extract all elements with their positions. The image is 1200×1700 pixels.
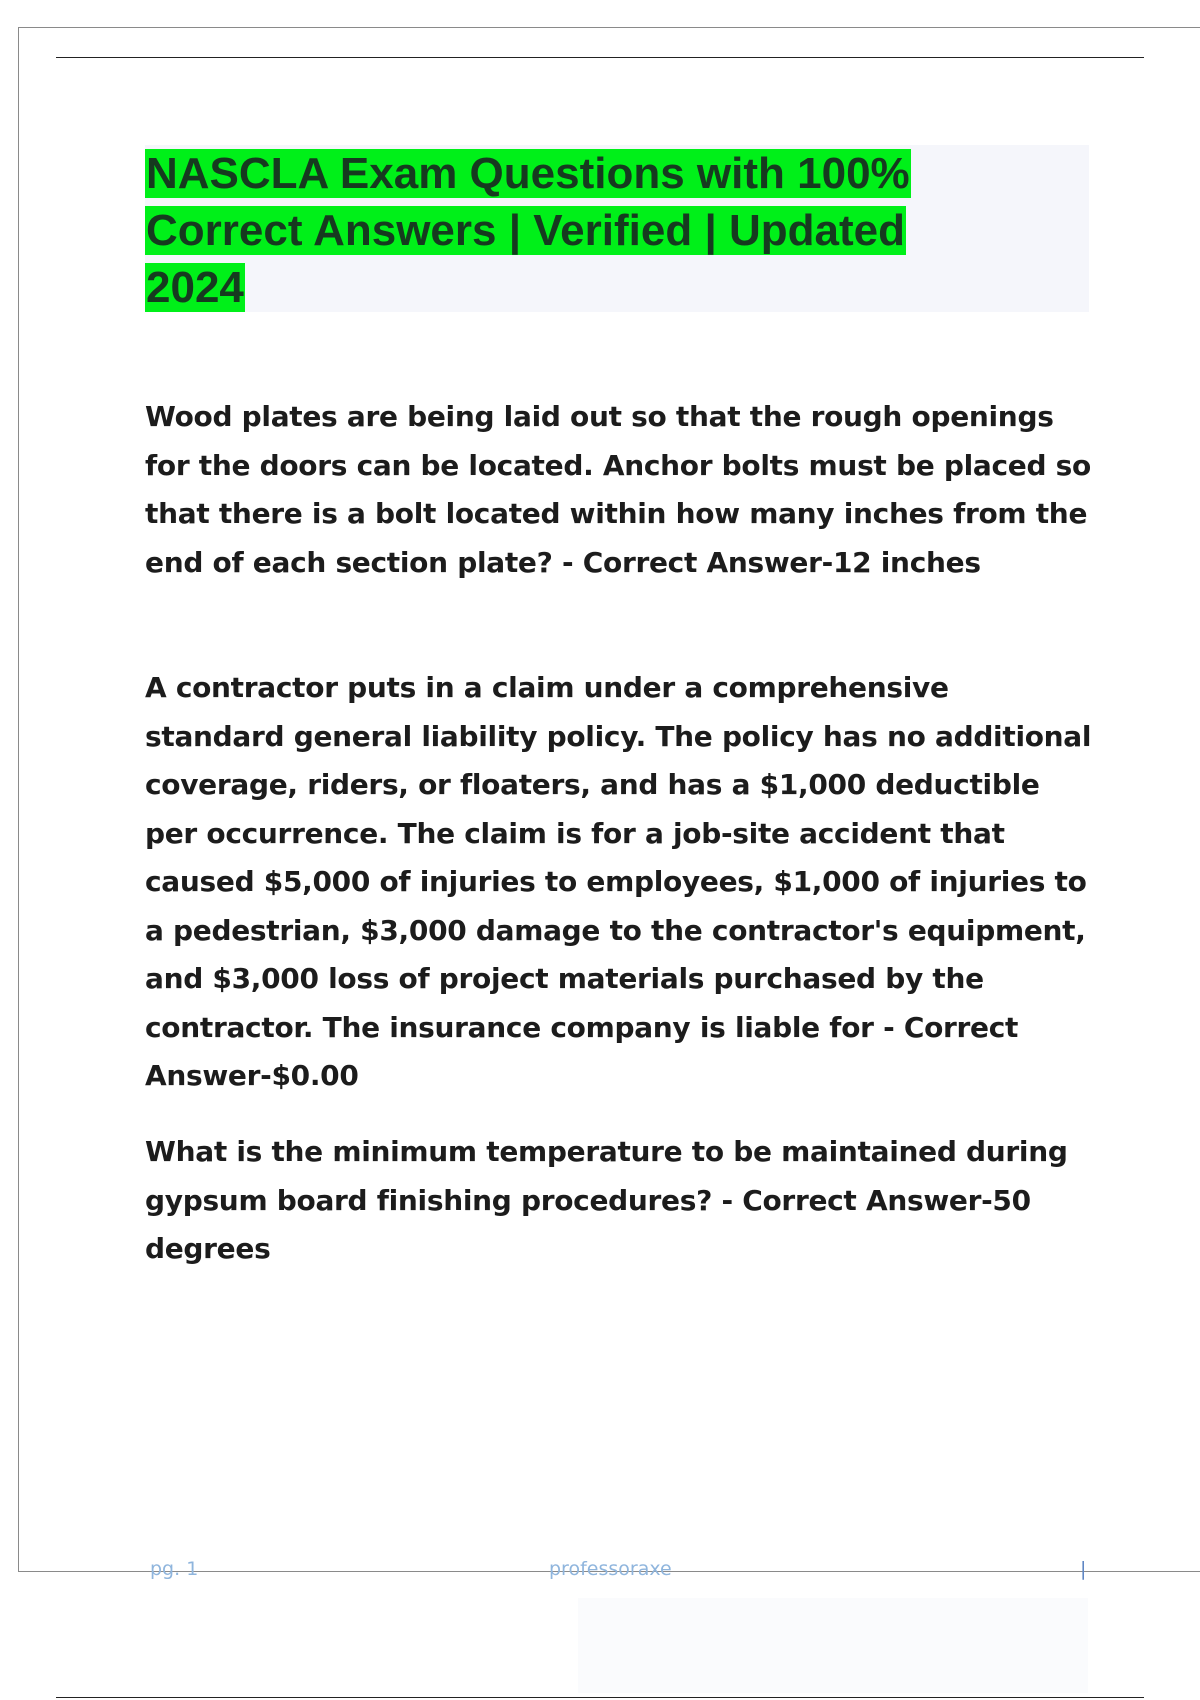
title-highlight: NASCLA Exam Questions with 100% Correct Answers | Verified | Updated 2024 [146,149,910,312]
footer-author: professoraxe [549,1558,672,1580]
header-rule [56,57,1144,58]
footer-page-number: pg. 1 [150,1558,199,1580]
question-answer-2: A contractor puts in a claim under a comprehensive standard general liability policy. The policy has no additional coverage, riders, or floaters, and has a $1,000 deductible per occurrence. The claim is for a job-site accident that caused $5,000 of injuries to employees, $1,000 of injuries to a pedestrian, $3,000 damage to the contractor's equipment, and $3,000 loss of project materials purchased by the contractor. The insurance company is liable for - Correct Answer-$0.00 [145,671,1092,1092]
bottom-rule [56,1697,1144,1698]
footer-separator: | [1080,1558,1087,1580]
question-answer-1: Wood plates are being laid out so that the rough openings for the doors can be located. Anchor bolts must be placed so that there is a bolt located within how many inches from the end of each section plate? - Correct Answer-12 inches [145,400,1091,579]
question-answer-3: What is the minimum temperature to be maintained during gypsum board finishing procedures? - Correct Answer-50 degrees [145,1135,1068,1265]
document-title [145,145,995,316]
title-block [145,145,1089,312]
footer-shade [578,1598,1088,1693]
